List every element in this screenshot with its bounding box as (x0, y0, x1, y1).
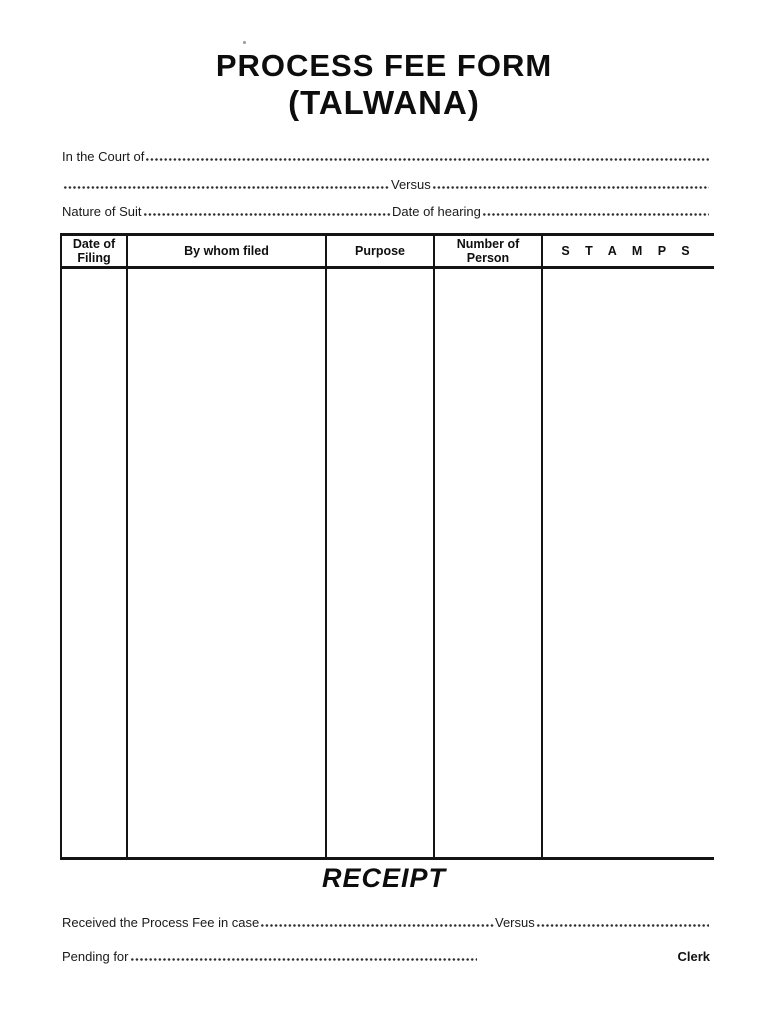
plaintiff-fill-line (63, 185, 390, 190)
in-the-court-of-label: In the Court of (62, 149, 145, 164)
cell-date-of-filing (62, 269, 128, 857)
form-title: PROCESS FEE FORM (215, 48, 553, 83)
header-date-of-filing (62, 236, 128, 266)
receipt-heading: RECEIPT (321, 863, 447, 893)
header-by-whom-filed (128, 236, 327, 266)
cell-purpose (327, 269, 435, 857)
defendant-fill-line (432, 185, 709, 190)
cell-by-whom-filed (128, 269, 327, 857)
process-fee-table (60, 233, 714, 860)
nature-of-suit-row (62, 202, 710, 219)
header-purpose-line1: Purpose (354, 244, 405, 258)
header-date-of-filing-line1: Date of (72, 237, 116, 251)
received-case-fill-line (260, 923, 494, 928)
in-the-court-of-row (62, 147, 710, 164)
received-row (62, 913, 710, 930)
header-stamps-line1: S T A M P S (561, 244, 696, 258)
header-by-whom-filed-line1: By whom filed (184, 244, 269, 258)
receipt-defendant-fill-line (536, 923, 709, 928)
cell-stamps (543, 269, 714, 857)
header-purpose (327, 236, 435, 266)
nature-of-suit-segment (62, 204, 392, 219)
versus-label: Versus (391, 177, 431, 192)
date-of-hearing-fill-line (482, 212, 709, 217)
scan-speck (243, 41, 246, 44)
header-number-of-person-line1: Number of (456, 237, 520, 251)
header-number-of-person-line2: Person (466, 251, 510, 265)
header-date-of-filing-line2: Filing (77, 251, 111, 265)
pending-for-fill-line (130, 957, 478, 962)
cell-number-of-person (435, 269, 543, 857)
header-number-of-person (435, 236, 543, 266)
header-stamps (543, 236, 714, 266)
nature-of-suit-fill-line (143, 212, 392, 217)
received-segment (62, 915, 495, 930)
versus-row (62, 175, 710, 192)
clerk-label: Clerk (677, 949, 710, 964)
nature-of-suit-label: Nature of Suit (62, 204, 142, 219)
pending-for-label: Pending for (62, 949, 129, 964)
pending-segment (62, 949, 478, 964)
form-subtitle: (TALWANA) (288, 84, 480, 121)
pending-row (62, 947, 710, 964)
in-the-court-of-fill-line (145, 157, 709, 162)
received-label: Received the Process Fee in case (62, 915, 260, 930)
receipt-versus-label: Versus (495, 915, 535, 930)
table-header-row (62, 236, 714, 269)
date-of-hearing-label: Date of hearing (392, 204, 481, 219)
table-body-row (62, 269, 714, 857)
